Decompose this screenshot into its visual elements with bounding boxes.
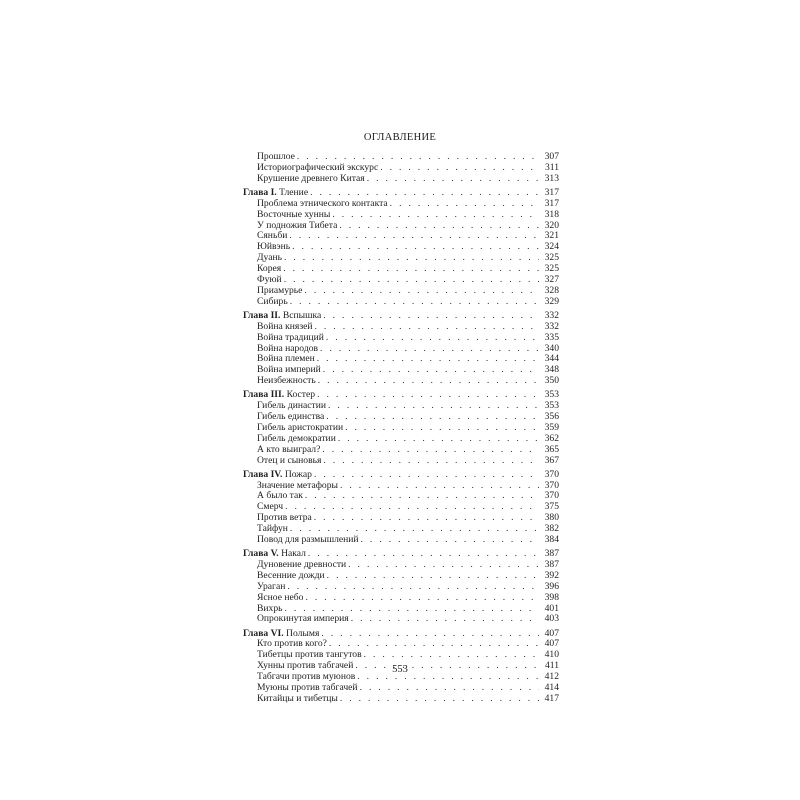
toc-entry-title: Корея [257, 263, 282, 275]
toc-page-number: 324 [544, 241, 559, 253]
toc-page-number: 398 [544, 591, 559, 603]
dot-leader [314, 470, 539, 481]
dot-leader [283, 264, 539, 275]
toc-entry [243, 174, 559, 185]
running-head: ОГЛАВЛЕНИЕ [363, 132, 437, 143]
toc-entry-title: А кто выиграл? [257, 443, 321, 455]
toc-entry-title: Неизбежность [257, 375, 316, 387]
toc-page-number: 417 [544, 692, 559, 704]
dot-leader [323, 311, 539, 322]
toc-entry-title: Прошлое [257, 151, 295, 162]
toc-entry-title: Хунны против табгачей [257, 660, 354, 672]
toc-page-number: 403 [544, 613, 559, 625]
toc-page-number: 365 [544, 443, 559, 455]
dot-leader [292, 242, 539, 253]
toc-page-number: 328 [544, 284, 559, 296]
toc-page-number: 396 [544, 580, 559, 592]
toc-entry-title: Значение метафоры [257, 479, 338, 491]
dot-leader [317, 390, 539, 401]
dot-leader [321, 629, 539, 640]
toc-page-number: 370 [544, 479, 559, 491]
toc-entry-title: Гибель единства [257, 411, 325, 423]
toc-page-number: 392 [544, 569, 559, 581]
dot-leader [289, 231, 539, 242]
dot-leader [338, 434, 539, 445]
toc-entry-title: Муюны против табгачей [257, 681, 358, 693]
toc-entry-title: Дуновение древности [257, 559, 347, 570]
toc-page-number: 320 [544, 219, 559, 231]
toc-entry-title: Кто против кого? [257, 638, 327, 650]
toc-page-number: 401 [544, 602, 559, 614]
toc-page-number: 359 [544, 421, 559, 433]
dot-leader [328, 401, 539, 412]
toc-entry [243, 376, 559, 387]
toc-entry [243, 513, 559, 524]
dot-leader [339, 221, 539, 232]
toc-entry-title: Китайцы и тибетцы [257, 692, 338, 704]
toc-page-number: 318 [544, 208, 559, 220]
toc-entry [243, 614, 559, 625]
toc-entry-title: Тление [279, 186, 309, 198]
chapter-number: Глава IV. [243, 468, 283, 480]
toc-entry-title: А было так [257, 490, 303, 502]
toc-entry-title: Война племен [257, 353, 315, 365]
toc-entry-title: Вихрь [257, 602, 283, 614]
dot-leader [318, 376, 539, 387]
toc-page-number: 410 [544, 649, 559, 661]
toc-entry-title: Фуюй [257, 273, 282, 285]
chapter-number: Глава VI. [243, 627, 284, 639]
toc-page-number: 325 [544, 252, 559, 264]
toc-entry-title: Тайфун [257, 523, 288, 535]
toc-page-number: 380 [544, 512, 559, 524]
toc-page-number: 411 [544, 660, 559, 672]
toc-entry-title: У подножия Тибета [257, 219, 338, 231]
dot-leader [305, 491, 539, 502]
toc-entry-title: Ясное небо [257, 591, 304, 603]
toc-entry-label [257, 297, 288, 308]
dot-leader [345, 423, 539, 434]
toc-page-number: 329 [544, 295, 559, 307]
toc-page-number: 353 [544, 389, 559, 401]
dot-leader [351, 614, 539, 625]
toc-entry-title: Отец и сыновья [257, 454, 322, 466]
toc-page-number: 407 [544, 638, 559, 650]
toc-page-number: 313 [544, 172, 559, 184]
toc-page-number: 332 [544, 320, 559, 332]
toc-page-number: 325 [544, 263, 559, 275]
toc-page-number: 407 [544, 627, 559, 639]
toc-page-number: 321 [544, 230, 559, 242]
toc-page-number: 327 [544, 273, 559, 285]
toc-entry-label [257, 456, 321, 467]
toc-entry-title: Пожар [284, 468, 312, 480]
toc-page-number: 382 [544, 523, 559, 535]
toc-entry [243, 456, 559, 467]
toc-page-number: 348 [544, 364, 559, 376]
dot-leader [323, 365, 539, 376]
chapter-number: Глава II. [243, 309, 281, 321]
dot-leader [367, 174, 539, 185]
toc-page-number: 387 [544, 548, 559, 560]
toc-page-number: 307 [544, 151, 559, 162]
toc-entry [243, 253, 559, 264]
toc-entry-title: Юйвэнь [257, 241, 291, 253]
toc-entry [243, 491, 559, 502]
toc-page-number: 350 [544, 375, 559, 387]
toc-page-number: 353 [544, 400, 559, 412]
toc-entry-title: Дуань [257, 252, 282, 264]
toc-entry-title: Повод для размышлений [257, 534, 359, 546]
toc-page-number: 340 [544, 342, 559, 354]
toc-page-number: 412 [544, 671, 559, 683]
toc-page-number: 344 [544, 353, 559, 365]
dot-leader [287, 582, 539, 593]
toc-entry-title: Гибель династии [257, 400, 327, 412]
dot-leader [317, 354, 539, 365]
toc-entry-label [257, 174, 365, 185]
chapter-number: Глава V. [243, 548, 279, 560]
toc-entry-title: Против ветра [257, 512, 312, 524]
toc-page-number: 414 [544, 681, 559, 693]
toc-entry-title: Гибель демократии [257, 432, 336, 444]
toc-entry-title: Полымя [286, 627, 320, 639]
toc-entry-title: Гибель аристократии [257, 421, 344, 433]
toc-entry-title: Приамурье [257, 284, 303, 296]
toc-entry-title: Война империй [257, 364, 321, 376]
toc-entry-title: Восточные хунны [257, 208, 331, 220]
dot-leader [305, 593, 539, 604]
dot-leader [326, 333, 539, 344]
toc-entry-title: Война народов [257, 342, 319, 354]
dot-leader [361, 535, 539, 546]
toc-page-number: 387 [544, 559, 559, 570]
toc-entry-title: Ураган [257, 580, 286, 592]
toc-page-number: 367 [544, 454, 559, 466]
toc-page-number: 384 [544, 534, 559, 546]
toc-entry-title: Смерч [257, 501, 284, 513]
dot-leader [323, 456, 539, 467]
toc-entry [243, 297, 559, 308]
toc-page-number: 317 [544, 186, 559, 198]
toc-entry-title: Весенние дожди [257, 569, 325, 581]
dot-leader [284, 275, 539, 286]
toc-entry [243, 694, 559, 705]
toc-page-number: 370 [544, 490, 559, 502]
toc-entry-label [257, 376, 316, 387]
dot-leader [380, 163, 539, 174]
dot-leader [340, 694, 539, 705]
toc-entry [243, 221, 559, 232]
toc-page-number: 317 [544, 197, 559, 209]
toc-entry-title: Тибетцы против тангутов [257, 649, 362, 661]
toc-page-number: 356 [544, 411, 559, 423]
dot-leader [327, 571, 539, 582]
toc-entry-title: Сяньби [257, 230, 288, 242]
toc-entry [243, 286, 559, 297]
toc-entry-title: Война традиций [257, 331, 324, 343]
dot-leader [360, 683, 539, 694]
toc-entry-title: Опрокинутая империя [257, 613, 349, 625]
toc-entry-title: Историографический экскурс [257, 161, 379, 173]
toc-page-number: 375 [544, 501, 559, 513]
dot-leader [284, 253, 539, 264]
toc-entry-title: Проблема этнического контакта [257, 197, 388, 209]
toc-page-number: 335 [544, 331, 559, 343]
toc-entry [243, 571, 559, 582]
toc-page-number: 370 [544, 468, 559, 480]
dot-leader [285, 502, 539, 513]
toc-entry-title: Война князей [257, 320, 313, 332]
dot-leader [290, 297, 539, 308]
toc-entry [243, 593, 559, 604]
chapter-number: Глава I. [243, 186, 277, 198]
toc-entry-label [257, 614, 349, 625]
dot-leader [340, 481, 539, 492]
dot-leader [304, 286, 539, 297]
dot-leader [315, 322, 539, 333]
dot-leader [314, 513, 539, 524]
toc-entry [243, 242, 559, 253]
toc-entry-title: Костер [286, 389, 316, 401]
toc-entry-title: Крушение древнего Китая [257, 172, 365, 184]
toc-entry [243, 535, 559, 546]
toc-entry-label [257, 535, 359, 546]
toc-entry [243, 264, 559, 275]
page-number: 553 [392, 664, 408, 675]
toc-entry-title: Табгачи против муюнов [257, 671, 356, 683]
toc-entry-title: Сибирь [257, 295, 288, 307]
toc-entry-title: Вспышка [282, 309, 322, 321]
toc-page-number: 311 [544, 161, 559, 173]
toc-page-number: 332 [544, 309, 559, 321]
toc-entry [243, 231, 559, 242]
dot-leader [322, 445, 539, 456]
dot-leader [348, 560, 539, 571]
dot-leader [332, 210, 539, 221]
table-of-contents [243, 152, 559, 705]
dot-leader [390, 199, 539, 210]
toc-entry-title: Накал [281, 548, 306, 560]
toc-entry-label [257, 694, 338, 705]
dot-leader [326, 412, 539, 423]
dot-leader [320, 344, 539, 355]
chapter-number: Глава III. [243, 389, 285, 401]
dot-leader [364, 650, 539, 661]
toc-page-number: 362 [544, 432, 559, 444]
